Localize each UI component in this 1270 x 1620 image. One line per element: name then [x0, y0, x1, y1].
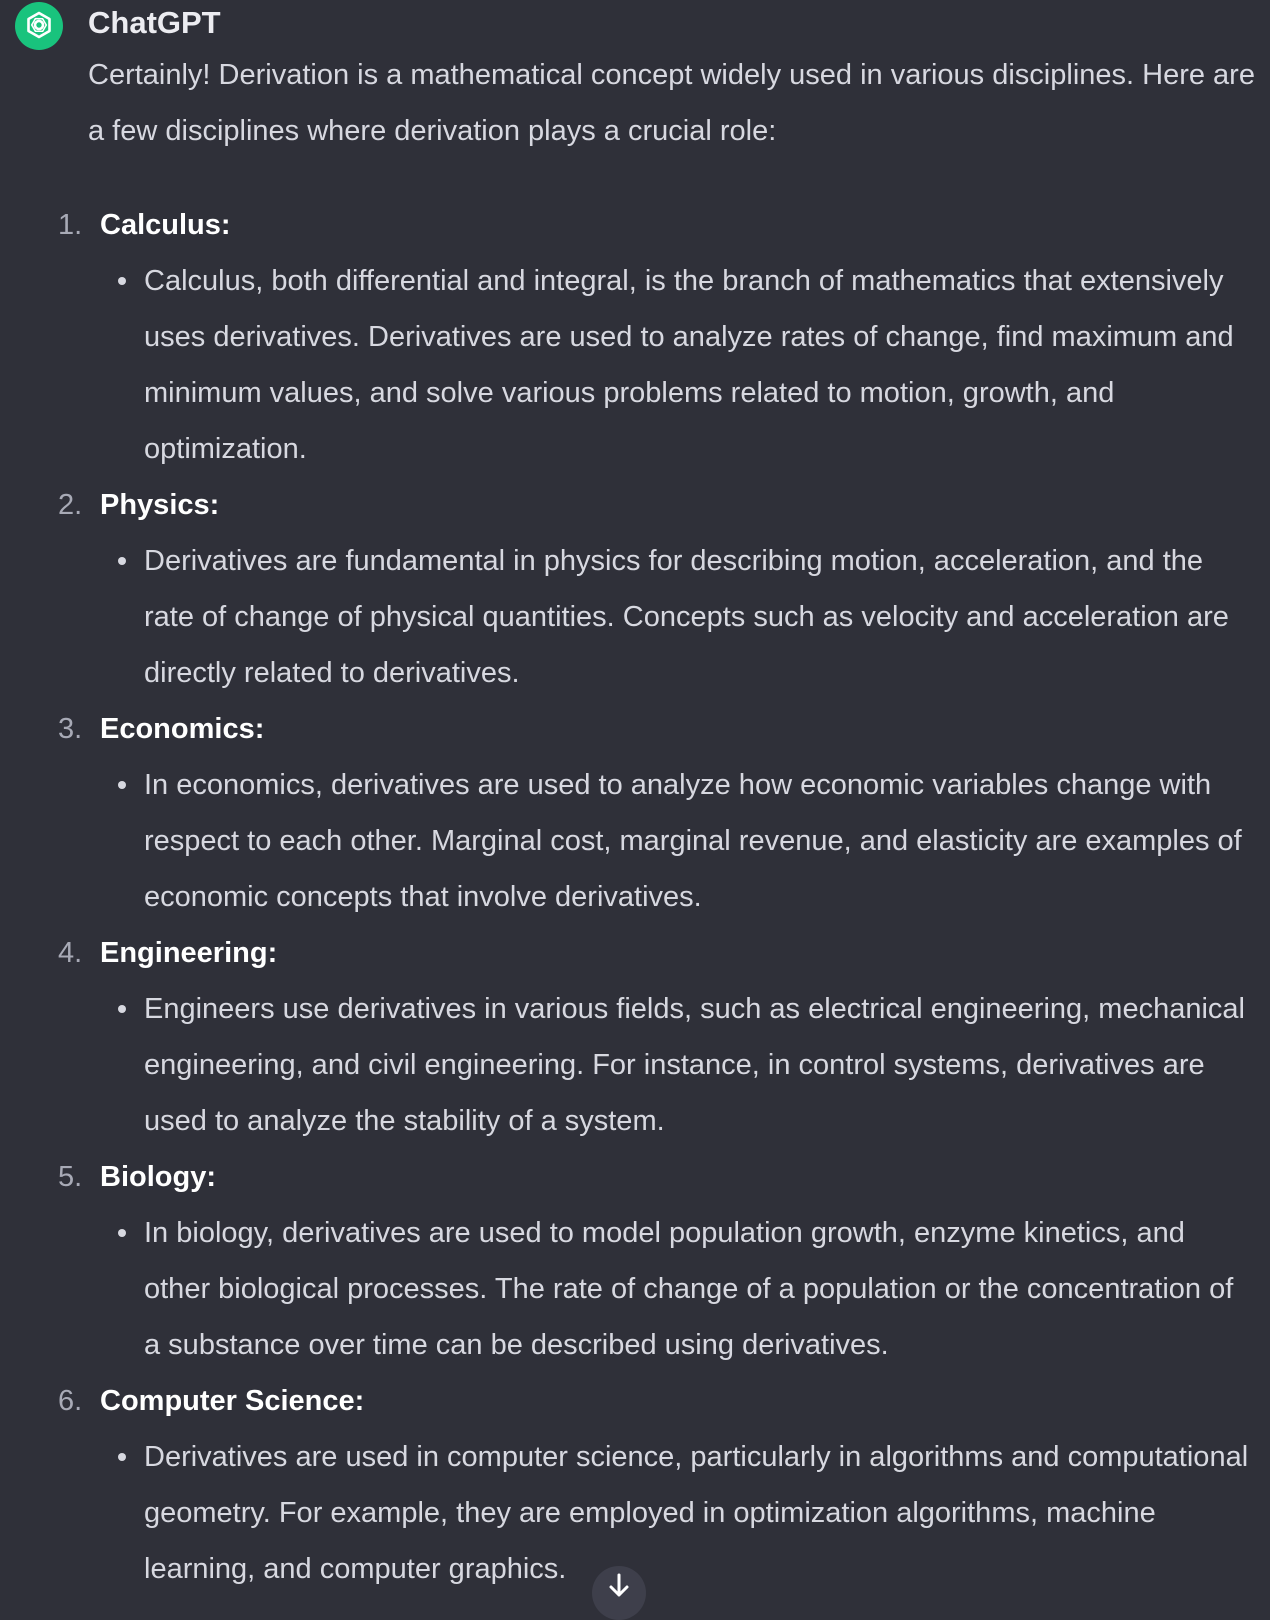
bullet-icon — [118, 277, 126, 285]
bullet-icon — [118, 781, 126, 789]
list-item-title: Engineering: — [100, 937, 278, 969]
list-item-title: Calculus: — [100, 209, 231, 241]
list-item-text: In economics, derivatives are used to analyze how economic variables change with respect to each other. Marginal cost, marginal revenue, and elasticity are examples of economic concepts that involve derivatives. — [144, 769, 1242, 913]
list-item — [0, 477, 1270, 701]
disciplines-list — [0, 197, 1270, 1597]
bullet-icon — [118, 1005, 126, 1013]
list-item — [0, 1373, 1270, 1597]
list-number: 6. — [58, 1385, 83, 1417]
list-item-text: Derivatives are used in computer science, particularly in algorithms and computational geometry. For example, they are employed in optimization algorithms, machine learning, and computer graphics. — [144, 1441, 1249, 1585]
list-number: 1. — [58, 209, 83, 241]
list-item-text: Calculus, both differential and integral, is the branch of mathematics that extensively uses derivatives. Derivatives are used to analyze rates of change, find maximum and minimum values, and solve various problems related to motion, growth, and optimization. — [144, 265, 1234, 465]
list-item-title: Biology: — [100, 1161, 216, 1193]
list-item — [0, 1149, 1270, 1373]
message-intro: Certainly! Derivation is a mathematical concept widely used in various disciplines. Here are a few disciplines where derivation plays a crucial role: — [88, 59, 1255, 147]
list-item-title: Physics: — [100, 489, 220, 521]
bullet-icon — [118, 557, 126, 565]
list-item-text: Engineers use derivatives in various fields, such as electrical engineering, mechanical engineering, and civil engineering. For instance, in control systems, derivatives are used to analyze the stability of a system. — [144, 993, 1245, 1137]
arrow-down-icon — [605, 1572, 633, 1600]
list-item-text: Derivatives are fundamental in physics for describing motion, acceleration, and the rate of change of physical quantities. Concepts such as velocity and acceleration are directly related to derivatives. — [144, 545, 1229, 689]
list-number: 3. — [58, 713, 83, 745]
openai-logo-icon — [22, 9, 56, 43]
list-item — [0, 925, 1270, 1149]
list-item-title: Computer Science: — [100, 1385, 365, 1417]
list-number: 4. — [58, 937, 83, 969]
scroll-to-bottom-button[interactable] — [592, 1566, 646, 1620]
bullet-icon — [118, 1453, 126, 1461]
bullet-icon — [118, 1229, 126, 1237]
list-item — [0, 197, 1270, 477]
list-item — [0, 701, 1270, 925]
message-author: ChatGPT — [88, 5, 221, 40]
list-item-title: Economics: — [100, 713, 265, 745]
chatgpt-avatar — [15, 2, 63, 50]
list-number: 2. — [58, 489, 83, 521]
list-number: 5. — [58, 1161, 83, 1193]
list-item-text: In biology, derivatives are used to model population growth, enzyme kinetics, and other biological processes. The rate of change of a population or the concentration of a substance over time can be described using derivatives. — [144, 1217, 1234, 1361]
